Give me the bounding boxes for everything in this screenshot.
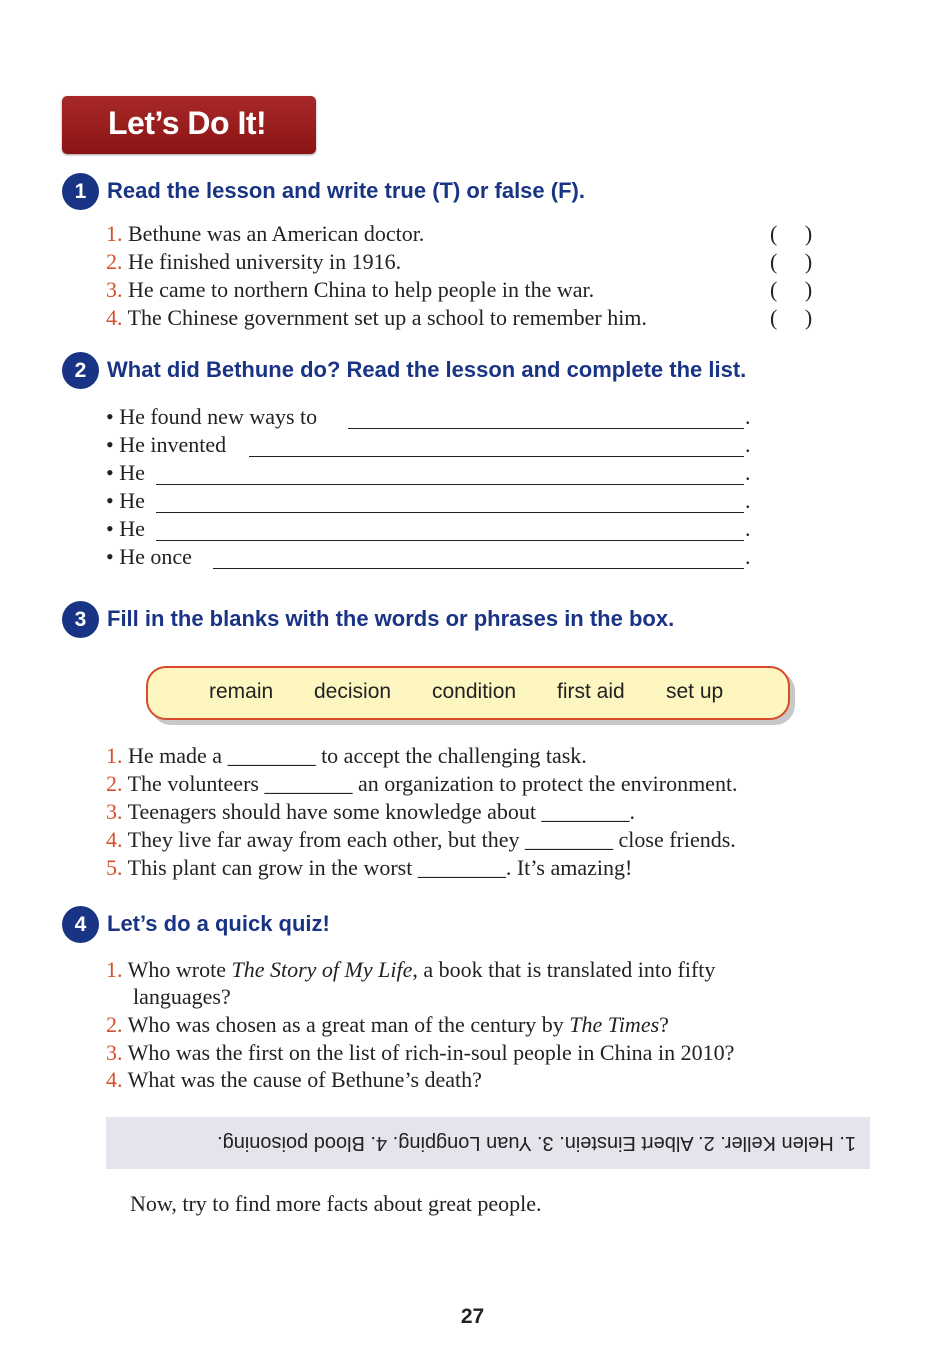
answer-blank[interactable] [156, 540, 744, 541]
quiz-question: 2. Who was chosen as a great man of the century by The Times? [106, 1012, 669, 1037]
word-option: set up [666, 680, 724, 703]
answer-blank[interactable] [348, 428, 744, 429]
quiz-question: 1. Who wrote The Story of My Life, a book that is translated into fifty [106, 957, 716, 982]
section-number-badge: 3 [62, 601, 99, 638]
page-number: 27 [460, 1305, 485, 1328]
fill-blank-item: 4. They live far away from each other, but they ________ close friends. [106, 827, 736, 852]
answer-blank[interactable]: ________ [417, 855, 506, 880]
answer-blank[interactable] [156, 484, 744, 485]
answer-key-text: 1. Helen Keller. 2. Albert Einstein. 3. Yuan Longping. 4. Blood poisoning. [217, 1132, 856, 1154]
answer-blank[interactable]: ________ [264, 771, 353, 796]
section-number-badge: 4 [62, 906, 99, 943]
tf-item: 4. The Chinese government set up a school to remember him. [106, 305, 647, 330]
section-title: Fill in the blanks with the words or phrases in the box. [107, 606, 675, 631]
tf-answer-paren[interactable]: ( ) [770, 305, 813, 330]
answer-blank[interactable] [156, 512, 744, 513]
workbook-page: Let’s Do It! 1 Read the lesson and write true (T) or false (F). 1. Bethune was an American doctor. ( ) 2. He finished university in 1916. ( ) 3. He came to northern China to help people in the war. ( ) 4. The Chinese government set up a school to remember him. ( ) 2 What did Bethune do? Read the lesson and complete the list. • He found new ways to . • He invented . • He . • He . • He . • He once . 3 Fill in the blanks with the words or phrases in the box. remain decision condition first aid set up 1. He made a ________ to accept the challenging task. 2. The volunteers ________ an organization to protect the environment. 3. Teenagers should have some knowledge about ________. 4. They live far away from each other, but they ________ close friends. 5. This plant can grow in the worst ________. It’s amazing! 4 Let’s do a quick quiz! 1. Who wrote The Story of My Life, a book that is translated into fifty languages? 2. Who was chosen as a great man of the century by The Times? 3. Who was the first on the list of rich-in-soul people in China in 2010? 4. What was the cause of Bethune’s death? 1. Helen Keller. 2. Albert Einstein. 3. Yuan Longping. 4. Blood poisoning. Now, try to find more facts about great people. 27 [0, 0, 945, 1364]
quiz-question: 4. What was the cause of Bethune’s death? [106, 1067, 482, 1092]
quiz-question: 3. Who was the first on the list of rich-in-soul people in China in 2010? [106, 1040, 735, 1065]
word-option: first aid [557, 680, 625, 703]
tf-answer-paren[interactable]: ( ) [770, 221, 813, 246]
answer-blank[interactable]: ________ [541, 799, 630, 824]
word-option: remain [209, 680, 274, 703]
fill-blank-item: 1. He made a ________ to accept the challenging task. [106, 743, 587, 768]
answer-blank[interactable]: ________ [525, 827, 614, 852]
tf-answer-paren[interactable]: ( ) [770, 249, 813, 274]
section-title: What did Bethune do? Read the lesson and complete the list. [107, 357, 747, 382]
section-title: Read the lesson and write true (T) or false (F). [107, 178, 585, 203]
word-box [146, 666, 790, 720]
tf-answer-paren[interactable]: ( ) [770, 277, 813, 302]
answer-blank[interactable] [213, 568, 744, 569]
section-title: Let’s do a quick quiz! [107, 911, 330, 936]
section-number-badge: 2 [62, 352, 99, 389]
word-option: condition [432, 680, 517, 703]
banner-title: Let’s Do It! [108, 105, 267, 141]
tf-item: 1. Bethune was an American doctor. [106, 221, 425, 246]
fill-blank-item: 3. Teenagers should have some knowledge about ________. [106, 799, 636, 824]
answer-blank[interactable]: ________ [227, 743, 316, 768]
answer-blank[interactable] [249, 456, 744, 457]
word-option: decision [314, 680, 392, 703]
section-number-badge: 1 [62, 173, 99, 210]
quiz-question-continuation: languages? [133, 984, 231, 1009]
lets-do-it-banner [62, 96, 316, 154]
closing-prompt: Now, try to find more facts about great people. [130, 1191, 542, 1216]
tf-item: 2. He finished university in 1916. [106, 249, 402, 274]
fill-blank-item: 5. This plant can grow in the worst ________. It’s amazing! [106, 855, 633, 880]
upside-down-answer-key [106, 1117, 870, 1169]
tf-item: 3. He came to northern China to help people in the war. [106, 277, 595, 302]
fill-blank-item: 2. The volunteers ________ an organization to protect the environment. [106, 771, 738, 796]
